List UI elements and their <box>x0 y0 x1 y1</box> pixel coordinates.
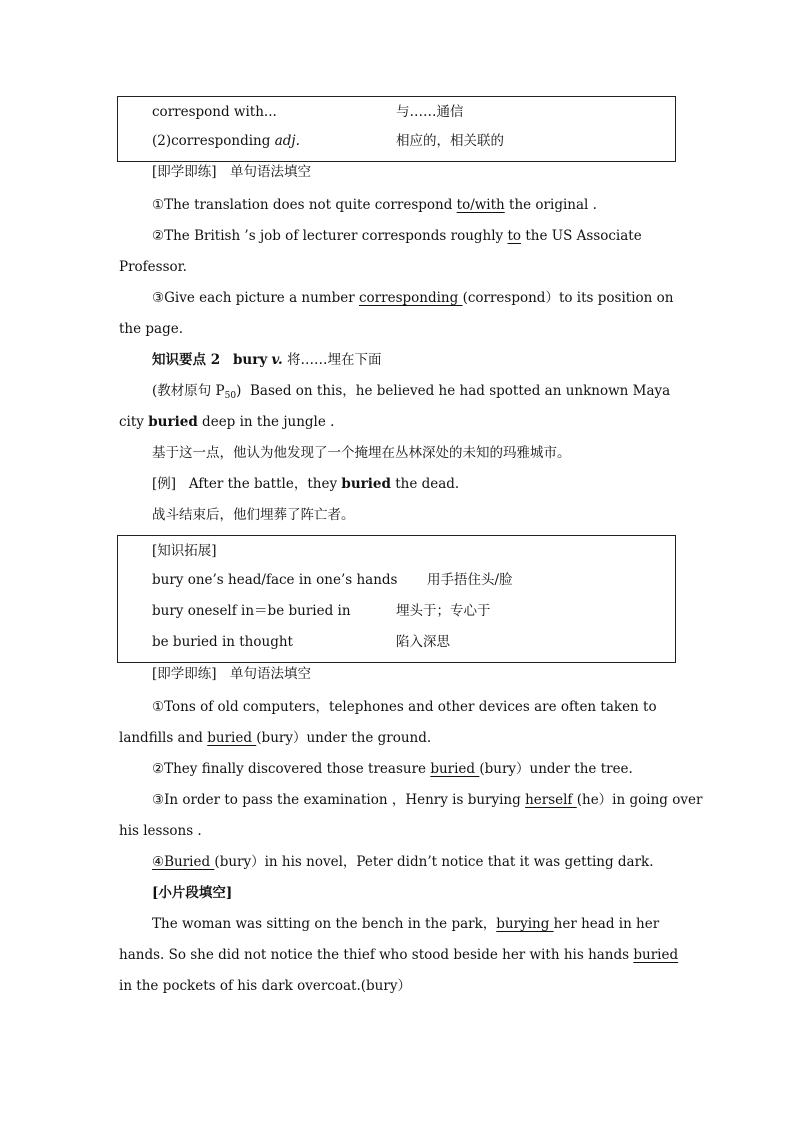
answer-blank: buried <box>633 947 679 963</box>
textbook-sentence-cont: city buried deep in the jungle . <box>119 414 335 430</box>
exercise-sentence: ①The translation does not quite correspond to/with the original . <box>152 197 597 213</box>
phrase-en: bury oneself in＝be buried in <box>152 603 351 619</box>
phrase-en: bury one’s head/face in one’s hands <box>152 572 398 588</box>
answer-blank: ④Buried <box>152 854 215 870</box>
practice-heading: [即学即练] 单句语法填空 <box>152 666 312 682</box>
exercise-continuation: landfills and buried (bury）under the ground. <box>119 730 432 746</box>
box-heading: [知识拓展] <box>152 543 217 559</box>
exercise-continuation: his lessons . <box>119 823 202 839</box>
phrase-zh: 用手捂住头/脸 <box>427 572 513 588</box>
phrase-en: correspond with... <box>152 104 277 120</box>
textbook-translation: 基于这一点，他认为他发现了一个掩埋在丛林深处的未知的玛雅城市。 <box>152 445 571 461</box>
passage-line: in the pockets of his dark overcoat.(bury） <box>119 978 411 994</box>
phrase-zh: 陷入深思 <box>396 634 450 650</box>
answer-blank: herself <box>525 792 577 808</box>
passage-heading: [小片段填空] <box>152 885 233 901</box>
answer-blank: buried <box>207 730 257 746</box>
practice-heading: [即学即练] 单句语法填空 <box>152 164 312 180</box>
phrase-zh: 埋头于；专心于 <box>396 603 491 619</box>
box-row <box>152 627 675 658</box>
exercise-sentence: ③In order to pass the examination ，Henry is burying herself (he）in going over <box>152 792 703 808</box>
phrase-zh: 相应的，相关联的 <box>396 133 504 149</box>
box-row <box>152 596 675 627</box>
word-form-box <box>117 96 676 162</box>
passage-line: The woman was sitting on the bench in the park，burying her head in her <box>152 916 660 932</box>
exercise-sentence: ②The British ’s job of lecturer corresponds roughly to the US Associate <box>152 228 642 244</box>
exercise-sentence: ①Tons of old computers，telephones and other devices are often taken to <box>152 699 657 715</box>
exercise-sentence: ②They finally discovered those treasure buried (bury）under the tree. <box>152 761 633 777</box>
textbook-sentence: (教材原句 $P_{50}$) Based on this，he believed he had spotted an unknown Maya <box>152 383 671 401</box>
answer-blank: to <box>507 228 522 244</box>
knowledge-point-title: 知识要点 2 bury v. 将……埋在下面 <box>152 352 382 368</box>
answer-blank: burying <box>496 916 554 932</box>
answer-blank: to/with <box>456 197 505 213</box>
example-sentence: [例] After the battle，they buried the dead. <box>152 476 460 492</box>
passage-line: hands. So she did not notice the thief who stood beside her with his hands buried <box>119 947 679 963</box>
exercise-sentence: ④Buried (bury）in his novel，Peter didn’t notice that it was getting dark. <box>152 854 654 870</box>
exercise-sentence: ③Give each picture a number corresponding (correspond）to its position on <box>152 290 674 306</box>
knowledge-extension-box <box>117 535 676 663</box>
box-row <box>152 565 675 596</box>
answer-blank: corresponding <box>358 290 463 306</box>
example-translation: 战斗结束后，他们埋葬了阵亡者。 <box>152 507 355 523</box>
phrase-en: (2)corresponding adj. <box>152 133 300 149</box>
box-row <box>152 97 675 128</box>
phrase-zh: 与……通信 <box>396 104 464 120</box>
exercise-continuation: the page. <box>119 321 184 337</box>
box-row <box>152 126 675 157</box>
phrase-en: be buried in thought <box>152 634 293 650</box>
answer-blank: buried <box>430 761 480 777</box>
exercise-continuation: Professor. <box>119 259 187 275</box>
